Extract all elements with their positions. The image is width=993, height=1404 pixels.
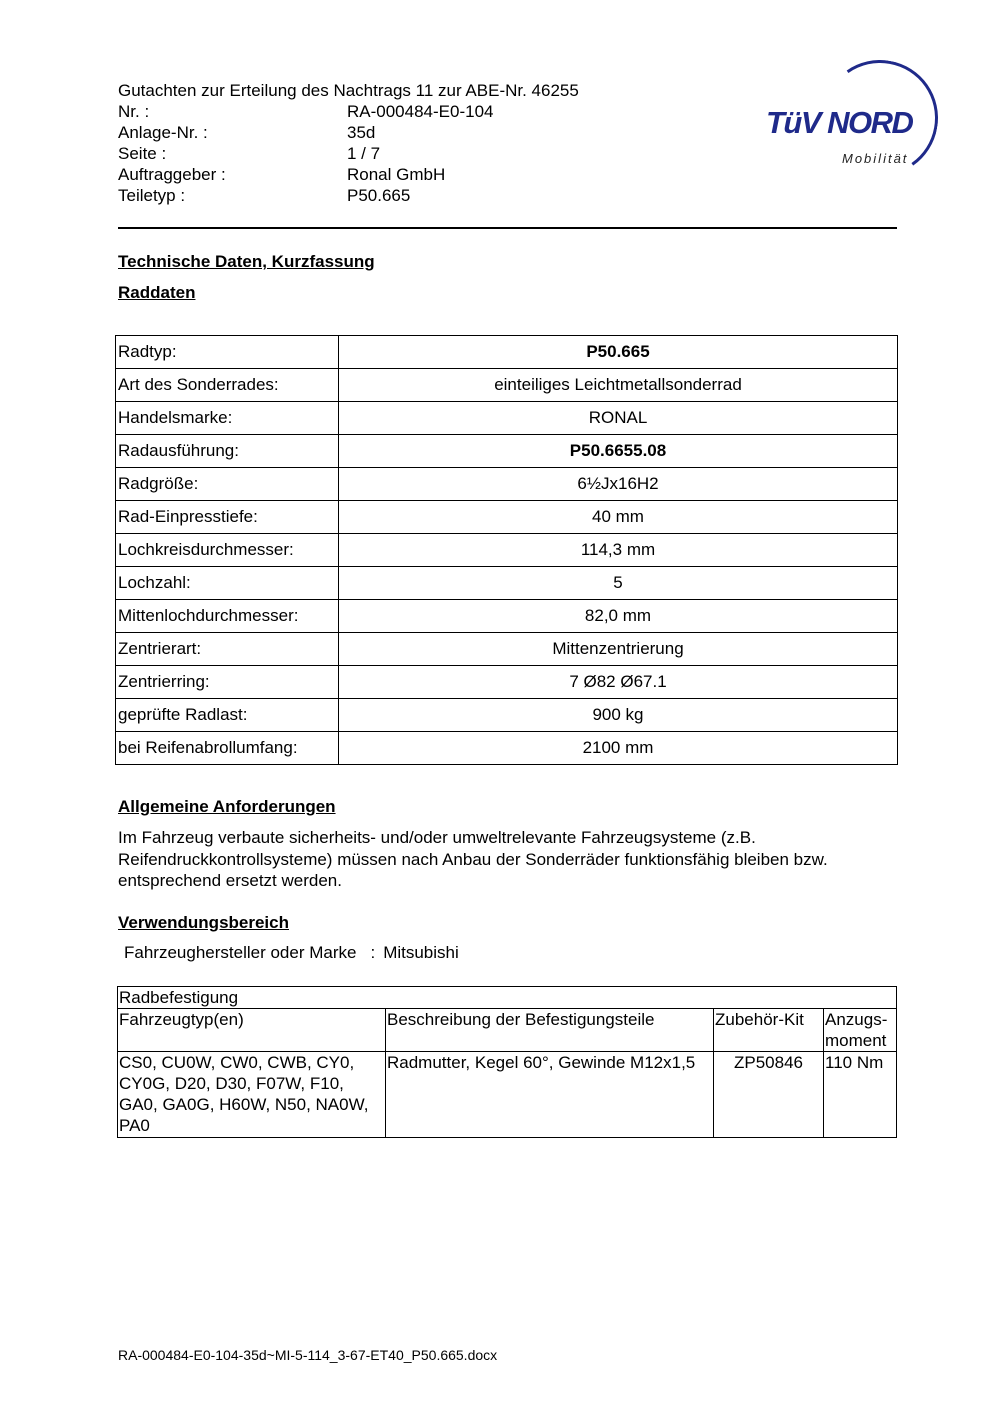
document-footer-filename: RA-000484-E0-104-35d~MI-5-114_3-67-ET40_P50.665.docx [118,1347,498,1363]
wheel-data-label: Lochkreisdurchmesser: [116,534,339,567]
wheel-data-value: P50.665 [339,336,898,369]
header-value: RA-000484-E0-104 [347,102,494,121]
wheel-data-label: geprüfte Radlast: [116,699,339,732]
header-row-part-type [118,185,678,206]
header-value: Ronal GmbH [347,165,446,184]
table-row [116,534,898,567]
wheel-data-table [115,335,898,765]
manufacturer-separator: : [370,943,376,962]
section-title-usage: Verwendungsbereich [118,913,289,932]
wheel-data-value: P50.6655.08 [339,435,898,468]
wheel-data-label: bei Reifenabrollumfang: [116,732,339,765]
table-row [116,699,898,732]
section-title-wheel-data: Raddaten [118,283,196,302]
fixing-header-torque: Anzugs-moment [824,1009,897,1052]
table-row [116,402,898,435]
wheel-data-value: 82,0 mm [339,600,898,633]
wheel-data-label: Radgröße: [116,468,339,501]
fixing-header-accessory-kit: Zubehör-Kit [714,1009,824,1052]
logo-subtitle: Mobilität [842,151,909,166]
table-row [116,633,898,666]
wheel-data-label: Art des Sonderrades: [116,369,339,402]
fixing-torque: 110 Nm [824,1052,897,1138]
wheel-data-value: 5 [339,567,898,600]
wheel-data-label: Mittenlochdurchmesser: [116,600,339,633]
document-header [118,80,678,206]
wheel-data-label: Radausführung: [116,435,339,468]
wheel-data-value: einteiliges Leichtmetallsonderrad [339,369,898,402]
wheel-data-label: Radtyp: [116,336,339,369]
fixing-vehicle-types: CS0, CU0W, CW0, CWB, CY0, CY0G, D20, D30, F07W, F10, GA0, GA0G, H60W, N50, NA0W, PA0 [118,1052,386,1138]
wheel-data-label: Rad-Einpresstiefe: [116,501,339,534]
wheel-data-value: Mittenzentrierung [339,633,898,666]
header-label: Nr. : [118,102,150,121]
fixing-header-row [118,1009,897,1052]
fixing-caption: Radbefestigung [118,987,897,1009]
wheel-data-value: 40 mm [339,501,898,534]
header-divider [118,227,897,229]
table-row [116,435,898,468]
table-row [118,1052,897,1138]
wheel-data-value: 7 Ø82 Ø67.1 [339,666,898,699]
wheel-fixing-table [117,986,897,1138]
logo-brand: TüV NORD [766,105,913,140]
header-row-client [118,164,678,185]
tuv-nord-logo [760,55,950,175]
table-row [116,468,898,501]
manufacturer-value: Mitsubishi [383,943,459,962]
fixing-accessory-kit: ZP50846 [714,1052,824,1138]
table-row [116,336,898,369]
wheel-data-value: 900 kg [339,699,898,732]
fixing-header-description: Beschreibung der Befestigungsteile [386,1009,714,1052]
header-row-number [118,101,678,122]
table-row [116,732,898,765]
wheel-data-label: Zentrierring: [116,666,339,699]
table-row [116,567,898,600]
table-row [116,369,898,402]
table-row [116,501,898,534]
wheel-data-value: 114,3 mm [339,534,898,567]
header-value: 1 / 7 [347,144,381,163]
header-label: Seite : [118,144,167,163]
wheel-data-value: RONAL [339,402,898,435]
header-value: P50.665 [347,186,411,205]
fixing-caption-row [118,987,897,1009]
table-row [116,600,898,633]
header-row-attachment [118,122,678,143]
header-label: Teiletyp : [118,186,186,205]
wheel-data-label: Lochzahl: [116,567,339,600]
fixing-header-vehicle-types: Fahrzeugtyp(en) [118,1009,386,1052]
manufacturer-label: Fahrzeughersteller oder Marke [124,943,357,962]
header-label: Anlage-Nr. : [118,123,208,142]
document-title: Gutachten zur Erteilung des Nachtrags 11 zur ABE-Nr. 46255 [118,81,579,100]
wheel-data-label: Zentrierart: [116,633,339,666]
wheel-data-value: 2100 mm [339,732,898,765]
header-label: Auftraggeber : [118,165,226,184]
wheel-data-label: Handelsmarke: [116,402,339,435]
header-value: 35d [347,123,376,142]
section-title-technical: Technische Daten, Kurzfassung [118,252,375,271]
table-row [116,666,898,699]
header-row-page [118,143,678,164]
fixing-description: Radmutter, Kegel 60°, Gewinde M12x1,5 [386,1052,714,1138]
section-title-general: Allgemeine Anforderungen [118,797,336,816]
general-requirements-text: Im Fahrzeug verbaute sicherheits- und/oder umweltrelevante Fahrzeugsysteme (z.B. Reifendruckkontrollsysteme) müssen nach Anbau der Sonderräder funktionsfähig bleiben bzw. entsprechend ersetzt werden. [118,828,828,890]
wheel-data-value: 6½Jx16H2 [339,468,898,501]
manufacturer-line [124,943,459,963]
